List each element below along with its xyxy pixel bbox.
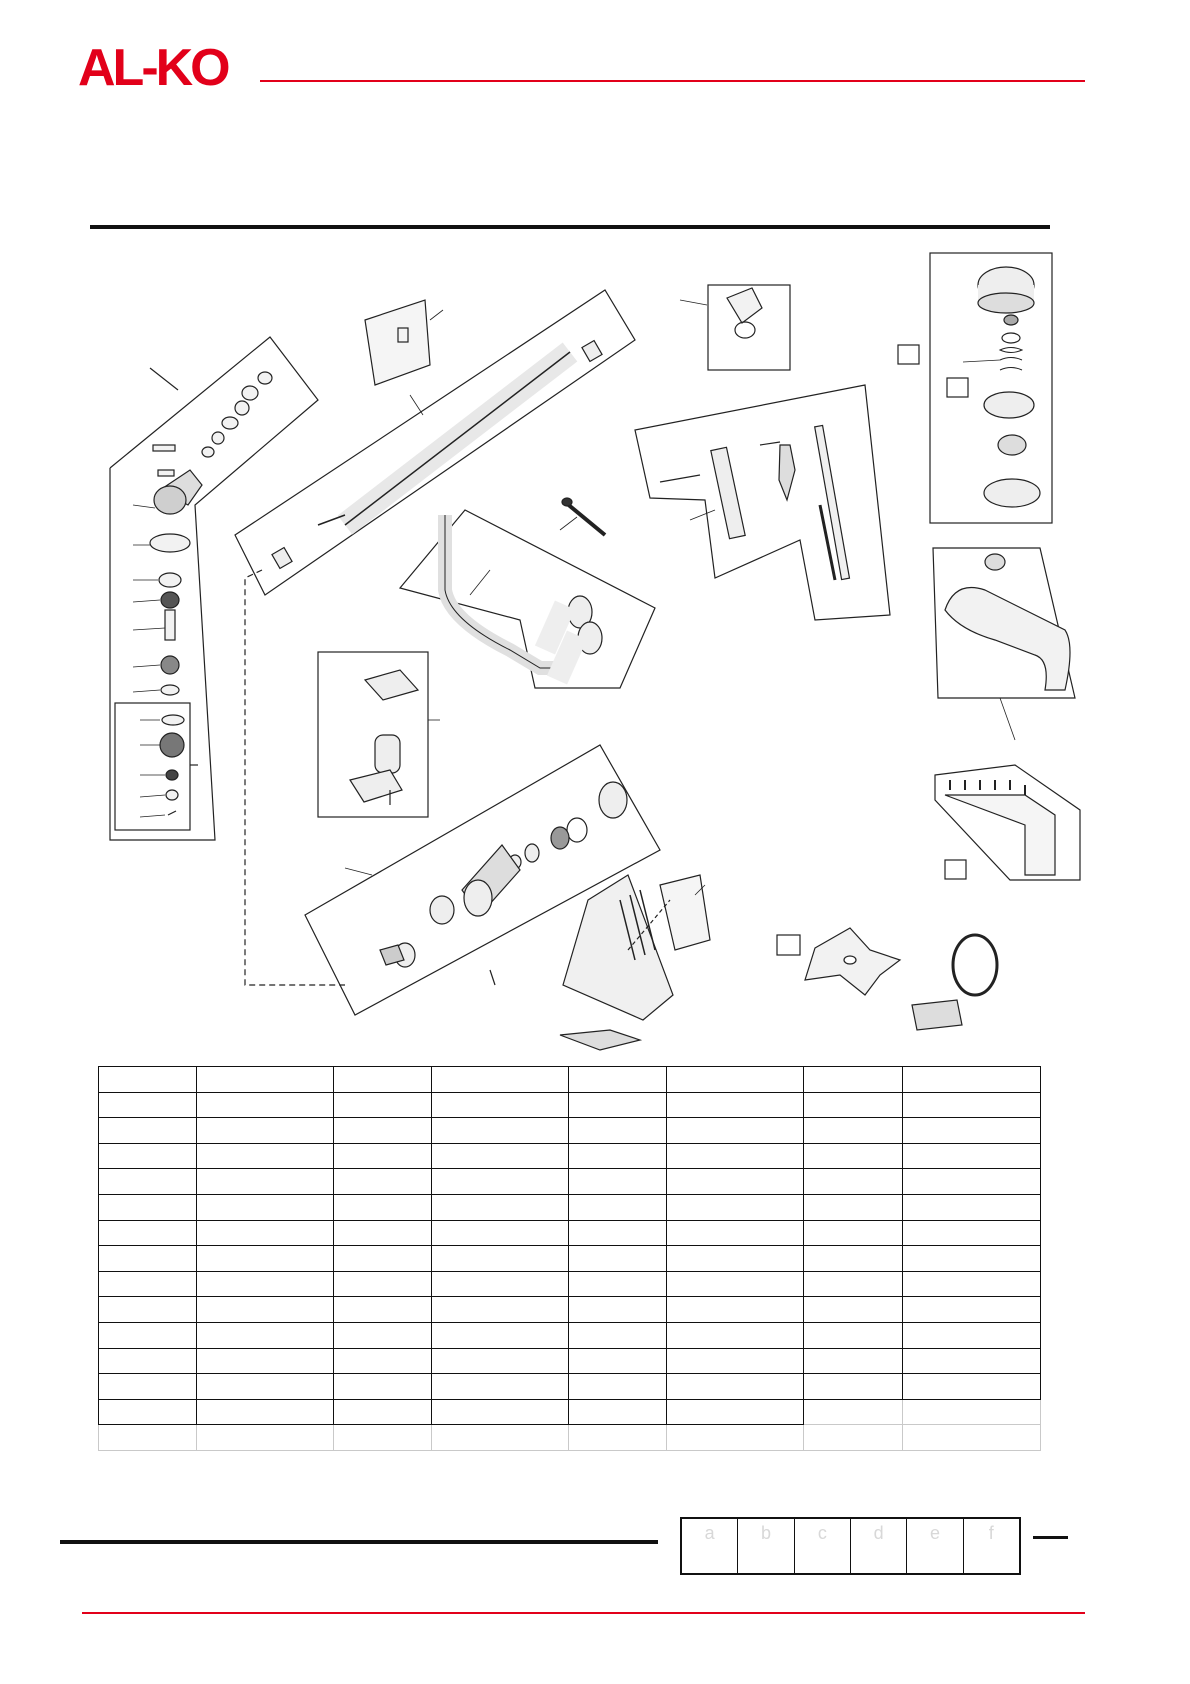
- table-row: [99, 1118, 1041, 1144]
- table-row: [99, 1246, 1041, 1272]
- letter-cell: b: [738, 1519, 794, 1573]
- letter-cell: f: [988, 1523, 994, 1543]
- cable-tie: [565, 502, 605, 535]
- table-row: [99, 1271, 1041, 1297]
- letter-cell: d: [851, 1519, 907, 1573]
- callout-box-3: [945, 860, 966, 879]
- table-row: [99, 1067, 1041, 1093]
- harness-strap: [953, 935, 997, 995]
- gearhead-leaders: [133, 505, 165, 817]
- table-row: [99, 1194, 1041, 1220]
- gearhead-group-outline: [110, 337, 318, 840]
- footer-red-rule: [82, 1612, 1085, 1614]
- callout-box-4: [777, 935, 800, 955]
- callout-box-1: [898, 345, 919, 364]
- table-row: [99, 1169, 1041, 1195]
- table-row: [99, 1220, 1041, 1246]
- revision-letter-box: [680, 1517, 1021, 1575]
- table-row: [99, 1425, 1041, 1451]
- footer-black-rule: [60, 1540, 658, 1544]
- table-row: [99, 1322, 1041, 1348]
- table-row: [99, 1374, 1041, 1400]
- throttle-handle-outline: [635, 385, 890, 620]
- footer-short-rule: [1033, 1536, 1068, 1539]
- table-row: [99, 1348, 1041, 1374]
- callout-box-2: [947, 378, 968, 397]
- guard: [945, 588, 1070, 691]
- letter-cell: c: [795, 1519, 851, 1573]
- gasket: [660, 875, 710, 950]
- throttle-handle-parts: [660, 425, 849, 580]
- letter-cell: a: [682, 1519, 738, 1573]
- parts-table: [98, 1066, 1041, 1451]
- table-row: [99, 1143, 1041, 1169]
- alko-logo-text: AL-KO: [78, 39, 228, 94]
- table-row: [99, 1399, 1041, 1425]
- gearhead-parts: [150, 372, 272, 815]
- engine-cover: [563, 875, 673, 1020]
- table-row: [99, 1297, 1041, 1323]
- dashed-connector: [245, 570, 345, 985]
- table-row: [99, 1092, 1041, 1118]
- guard-extension-outline: [935, 765, 1080, 880]
- letter-cell: e: [907, 1519, 963, 1573]
